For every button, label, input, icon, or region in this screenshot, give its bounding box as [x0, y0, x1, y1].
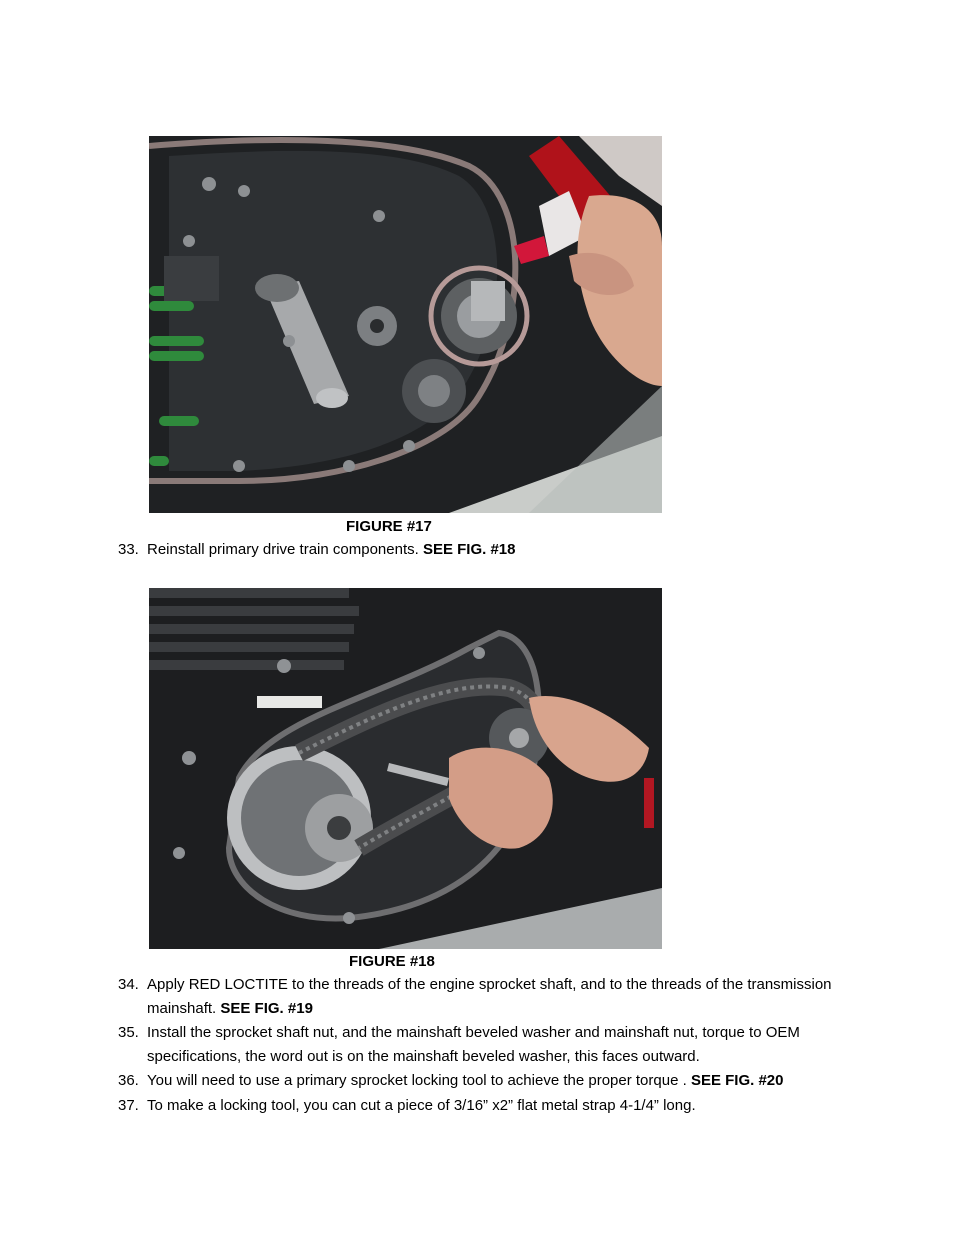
figure-18-photo — [149, 588, 662, 949]
step-text: Apply RED LOCTITE to the threads of the engine sprocket shaft, and to the threads of the transmission mainshaft. SEE FIG. #19 — [147, 976, 832, 1017]
figure-17-photo — [149, 136, 662, 513]
step-number: 37. — [118, 1097, 139, 1114]
step-text: You will need to use a primary sprocket locking tool to achieve the proper torque . SEE FIG. #20 — [147, 1072, 784, 1089]
figure-reference: SEE FIG. #20 — [690, 1072, 784, 1089]
step-number: 34. — [118, 976, 139, 993]
figure-17-caption: FIGURE #17 — [346, 518, 432, 535]
step-text: To make a locking tool, you can cut a piece of 3/16” x2” flat metal strap 4-1/4” long. — [147, 1097, 696, 1114]
step-number: 35. — [118, 1024, 139, 1041]
list-item-36 — [118, 1069, 858, 1093]
step-text: Install the sprocket shaft nut, and the mainshaft beveled washer and mainshaft nut, torque to OEM specifications, the word out is on the mainshaft beveled washer, this faces outward. — [147, 1024, 800, 1065]
figure-reference: SEE FIG. #19 — [220, 1000, 313, 1017]
figure-18-caption: FIGURE #18 — [349, 953, 435, 970]
step-number: 36. — [118, 1072, 139, 1089]
step-text: Reinstall primary drive train components. SEE FIG. #18 — [147, 541, 516, 558]
list-item-37 — [118, 1094, 858, 1118]
list-item-34 — [118, 973, 858, 1021]
list-item-33 — [118, 538, 858, 562]
step-number: 33. — [118, 541, 139, 558]
list-item-35 — [118, 1021, 858, 1069]
figure-reference: SEE FIG. #18 — [422, 541, 516, 558]
